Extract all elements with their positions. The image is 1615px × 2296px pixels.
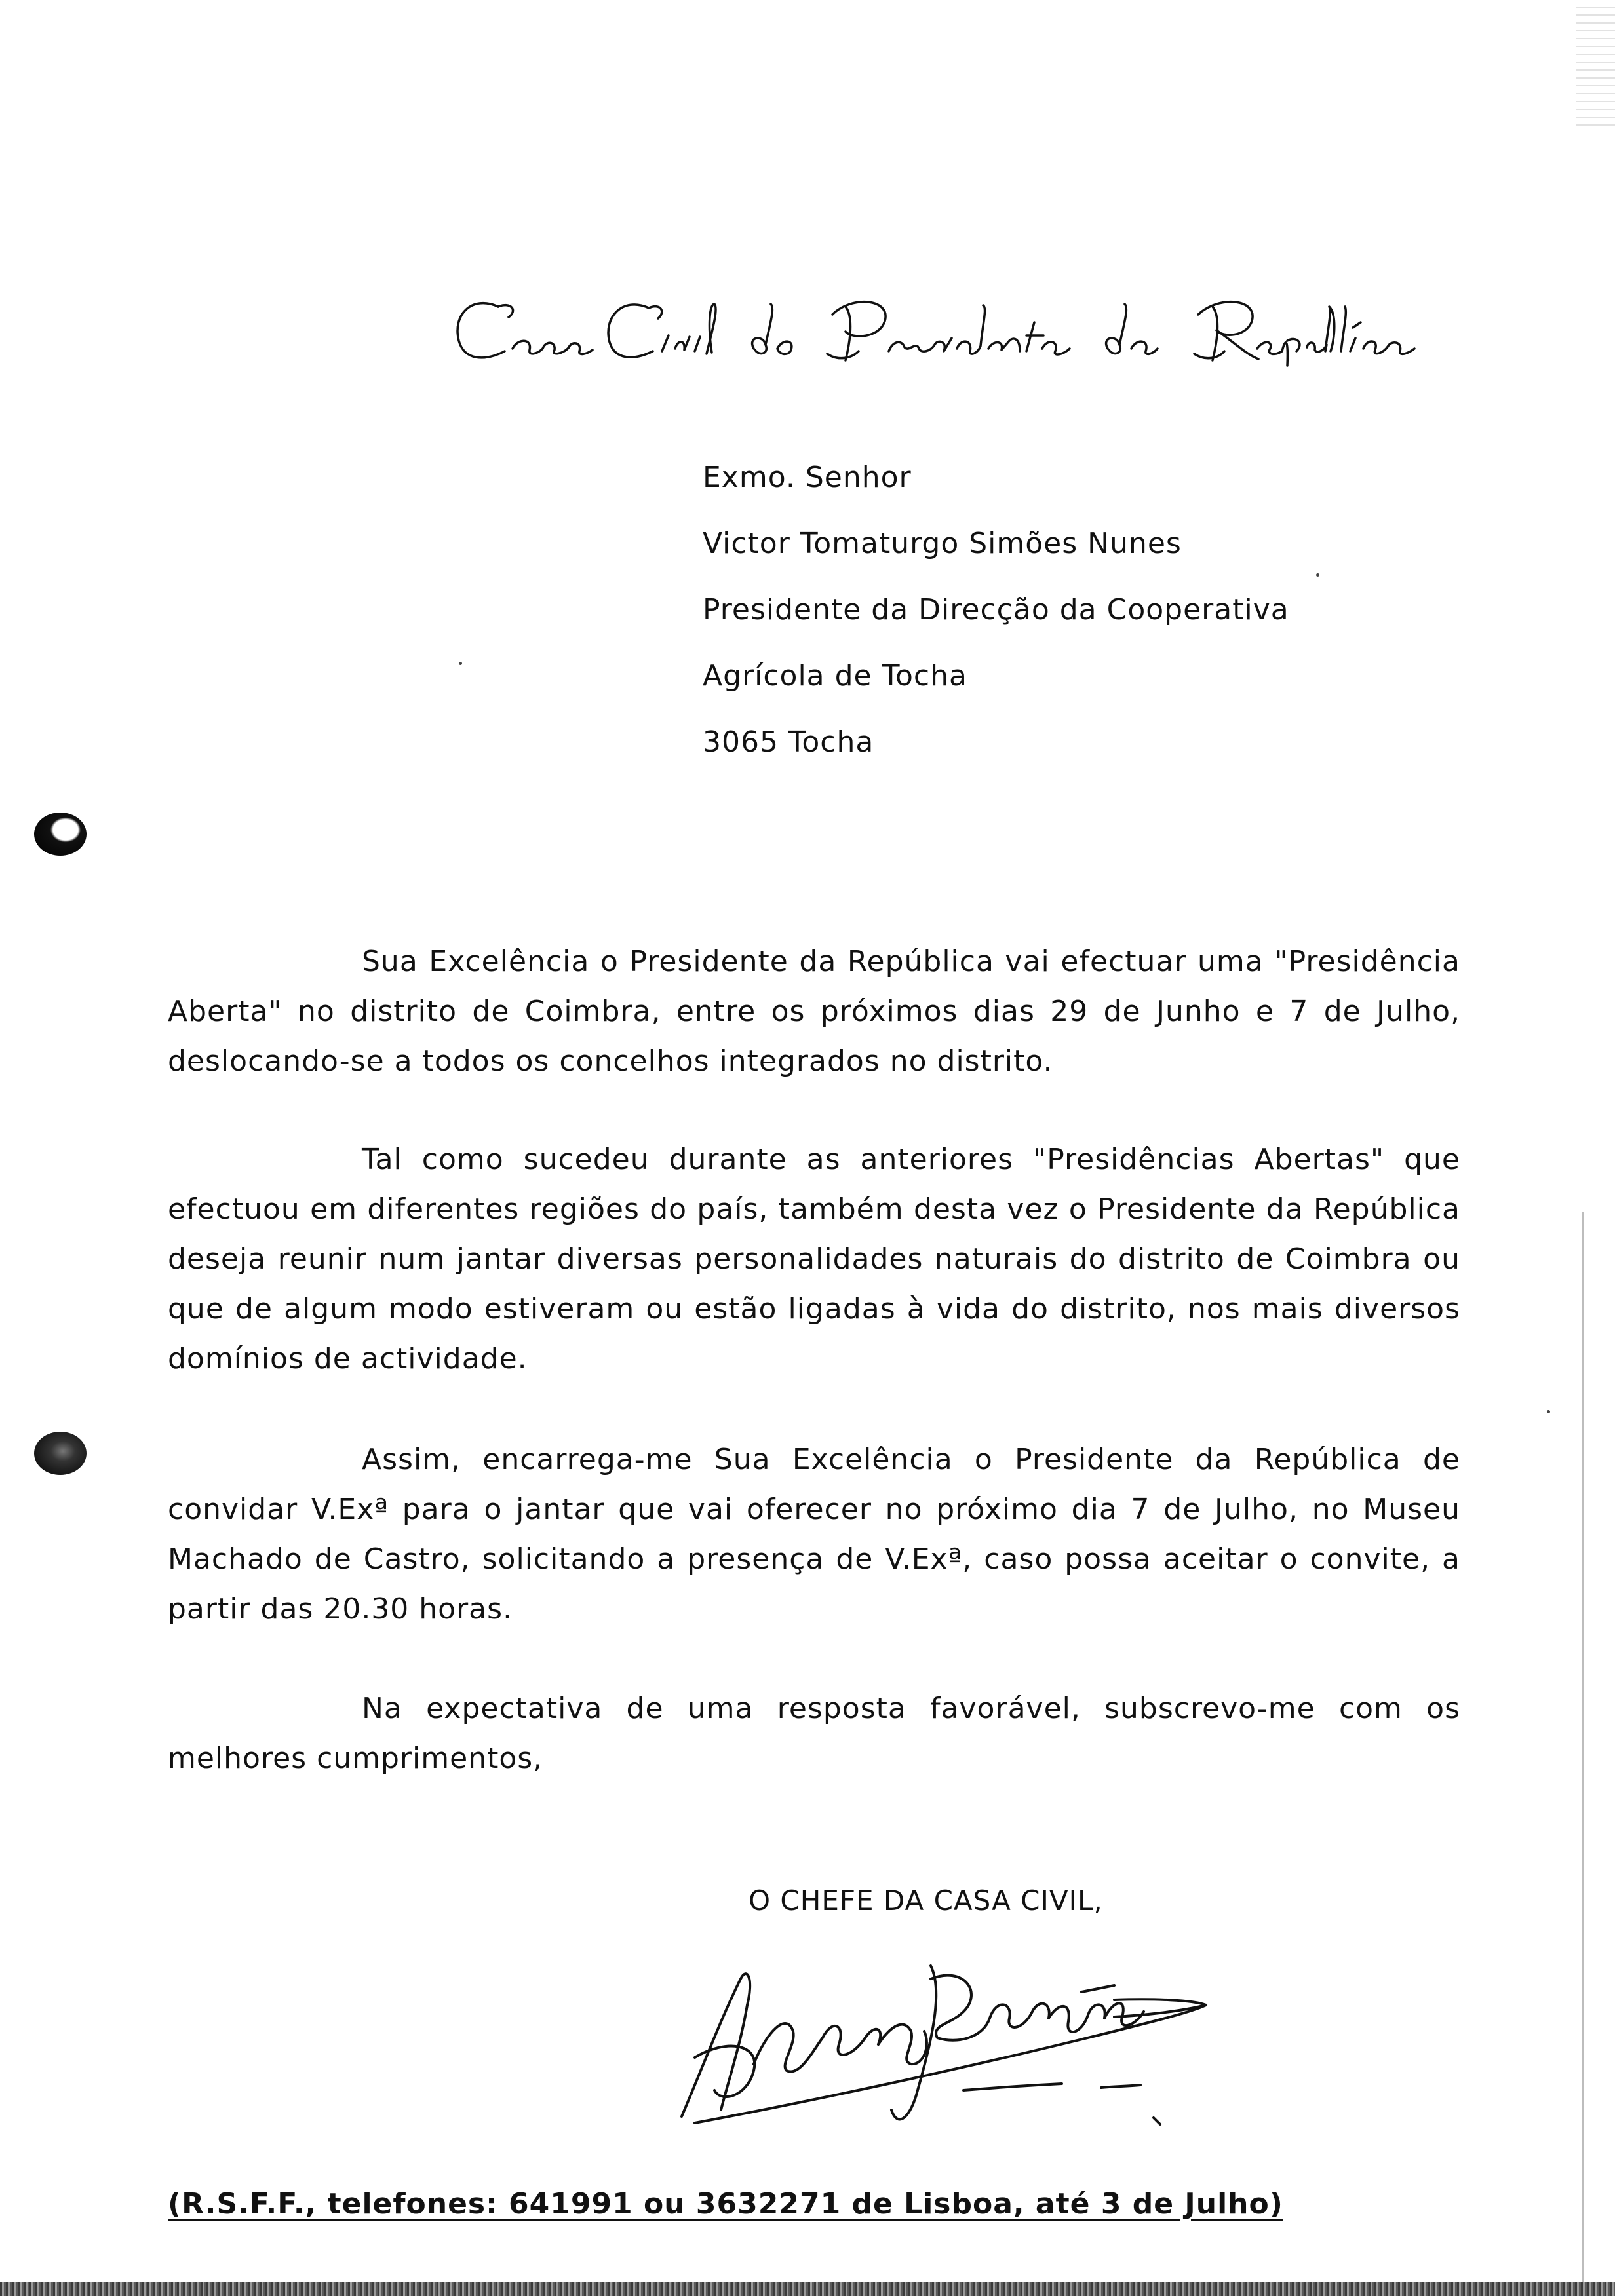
- paragraph-text: Assim, encarrega-me Sua Excelência o Presidente da República de convidar V.Exª para o jantar que vai oferecer no próximo dia 7 de Julho, no Museu Machado de Castro, solicitando a presença de V.Exª, caso possa aceitar o convite, a partir das 20.30 horas.: [168, 1443, 1460, 1626]
- scan-bottom-strip: [0, 2282, 1615, 2296]
- paragraph-text: Sua Excelência o Presidente da República vai efectuar uma "Presidência Aberta" no distrito de Coimbra, entre os próximos dias 29 de Junho e 7 de Julho, deslocando-se a todos os concelhos integrados no distrito.: [168, 945, 1460, 1078]
- body-paragraph: [168, 1435, 1460, 1634]
- address-line: Exmo. Senhor: [703, 461, 912, 494]
- signature: [655, 1940, 1245, 2136]
- scan-edge-line: [1582, 1212, 1584, 2296]
- letterhead-script-mark: [0, 288, 1615, 393]
- body-paragraph: [168, 1135, 1460, 1384]
- recipient-address: [703, 444, 1289, 775]
- address-line: 3065 Tocha: [703, 725, 874, 759]
- stray-mark: [1547, 1410, 1550, 1413]
- letterhead: [0, 288, 1615, 393]
- address-line: Victor Tomaturgo Simões Nunes: [703, 527, 1182, 560]
- body-paragraph: [168, 1684, 1460, 1784]
- footer-note: (R.S.F.F., telefones: 641991 ou 3632271 de Lisboa, até 3 de Julho): [168, 2187, 1283, 2221]
- closing-title: O CHEFE DA CASA CIVIL,: [749, 1885, 1103, 1917]
- stray-mark: [459, 662, 462, 665]
- punch-hole-bottom: [34, 1432, 87, 1475]
- scan-edge-artifact: [1576, 0, 1615, 131]
- signature-mark: [655, 1940, 1245, 2136]
- body-paragraph: [168, 937, 1460, 1086]
- paragraph-text: Na expectativa de uma resposta favorável, subscrevo-me com os melhores cumprimentos,: [168, 1692, 1460, 1775]
- punch-hole-top: [34, 813, 87, 856]
- stray-mark: [1316, 573, 1319, 577]
- address-line: Presidente da Direcção da Cooperativa: [703, 593, 1289, 626]
- address-line: Agrícola de Tocha: [703, 659, 967, 693]
- paragraph-text: Tal como sucedeu durante as anteriores "Presidências Abertas" que efectuou em diferentes regiões do país, também desta vez o Presidente da República deseja reunir num jantar diversas personalidades naturais do distrito de Coimbra ou que de algum modo estiveram ou estão ligadas à vida do distrito, nos mais diversos domínios de actividade.: [168, 1143, 1460, 1375]
